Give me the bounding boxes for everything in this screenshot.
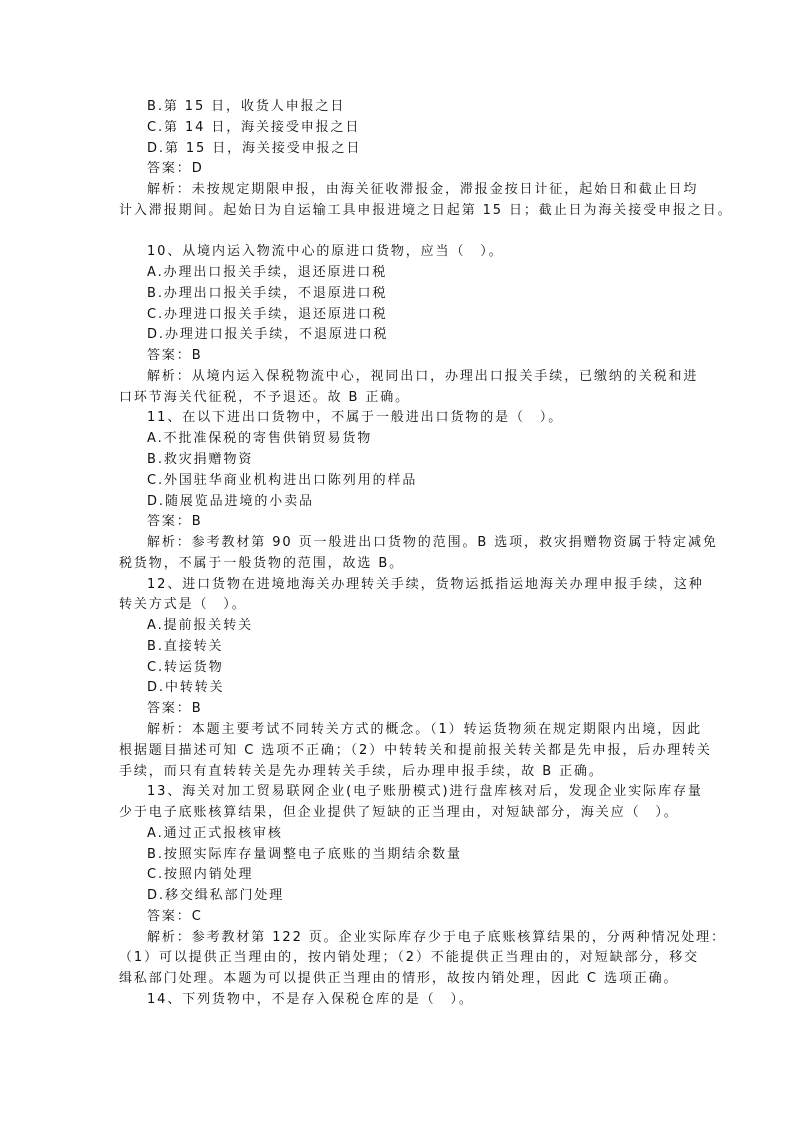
option-line: B.救灾捐赠物资 [147, 452, 254, 468]
analysis-line: 解析：本题主要考试不同转关方式的概念。（1）转运货物须在规定期限内出境，因此 [147, 721, 702, 737]
option-line: A.办理出口报关手续，退还原进口税 [147, 265, 388, 281]
answer-line: 答案：D [147, 161, 204, 177]
question-line: 13、海关对加工贸易联网企业(电子账册模式)进行盘库核对后，发现企业实际库存量 [147, 784, 703, 800]
answer-line: 答案：B [147, 348, 203, 364]
analysis-line: 口环节海关代征税，不予退还。故 B 正确。 [119, 389, 411, 405]
option-line: B.第 15 日，收货人申报之日 [147, 99, 346, 114]
option-line: A.不批准保税的寄售供销贸易货物 [147, 431, 373, 447]
analysis-line: 解析：从境内运入保税物流中心，视同出口，办理出口报关手续，已缴纳的关税和进 [147, 368, 699, 384]
option-line: B.直接转关 [147, 638, 224, 654]
blank-line [0, 222, 794, 243]
option-line: D.中转转关 [147, 680, 225, 696]
analysis-line: 解析：参考教材第 122 页。企业实际库存少于电子底账核算结果的，分两种情况处理： [147, 929, 726, 945]
question-line: 10、从境内运入物流中心的原进口货物，应当（ ）。 [147, 244, 504, 260]
question-line: 14、下列货物中，不是存入保税仓库的是（ ）。 [147, 991, 474, 1007]
option-line: A.提前报关转关 [147, 618, 253, 634]
analysis-line: 手续，而只有直转转关是先办理转关手续，后办理申报手续，故 B 正确。 [119, 763, 604, 779]
document-page [0, 97, 794, 1011]
analysis-line: 缉私部门处理。本题为可以提供正当理由的情形，故按内销处理，因此 C 选项正确。 [119, 971, 679, 987]
analysis-line: （1）可以提供正当理由的，按内销处理；（2）不能提供正当理由的，对短缺部分，移交 [119, 950, 700, 966]
option-line: C.办理进口报关手续，退还原进口税 [147, 306, 388, 322]
question-line: 11、在以下进出口货物中，不属于一般进出口货物的是（ ）。 [147, 410, 564, 426]
option-line: D.办理进口报关手续，不退原进口税 [147, 327, 389, 343]
question-line: 12、进口货物在进境地海关办理转关手续，货物运抵指运地海关办理申报手续，这种 [147, 576, 704, 592]
option-line: B.办理出口报关手续，不退原进口税 [147, 285, 388, 301]
option-line: D.移交缉私部门处理 [147, 888, 285, 904]
option-line: C.外国驻华商业机构进出口陈列用的样品 [147, 472, 418, 488]
analysis-line: 根据题目描述可知 C 选项不正确；（2）中转转关和提前报关转关都是先申报，后办理转关 [119, 742, 712, 758]
option-line: C.转运货物 [147, 659, 224, 675]
question-line: 少于电子底账核算结果，但企业提供了短缺的正当理由，对短缺部分，海关应（ ）。 [119, 805, 679, 821]
answer-line: 答案：C [147, 908, 203, 924]
answer-line: 答案：B [147, 514, 203, 530]
question-line: 转关方式是（ ）。 [119, 597, 247, 613]
analysis-line: 解析：未按规定期限申报，由海关征收滞报金，滞报金按日计征，起始日和截止日均 [147, 182, 699, 198]
analysis-line: 税货物，不属于一般货物的范围，故选 B。 [119, 555, 405, 571]
option-line: D.第 15 日，海关接受申报之日 [147, 140, 362, 156]
option-line: D.随展览品进境的小卖品 [147, 493, 314, 509]
option-line: A.通过正式报核审核 [147, 825, 283, 841]
option-line: C.第 14 日，海关接受申报之日 [147, 119, 361, 135]
analysis-line: 计入滞报期间。起始日为自运输工具申报进境之日起第 15 日；截止日为海关接受申报之日。 [119, 202, 733, 218]
analysis-line: 解析：参考教材第 90 页一般进出口货物的范围。B 选项，救灾捐赠物资属于特定减免 [147, 535, 718, 551]
answer-line: 答案：B [147, 701, 203, 717]
option-line: B.按照实际库存量调整电子底账的当期结余数量 [147, 846, 462, 862]
option-line: C.按照内销处理 [147, 867, 254, 883]
